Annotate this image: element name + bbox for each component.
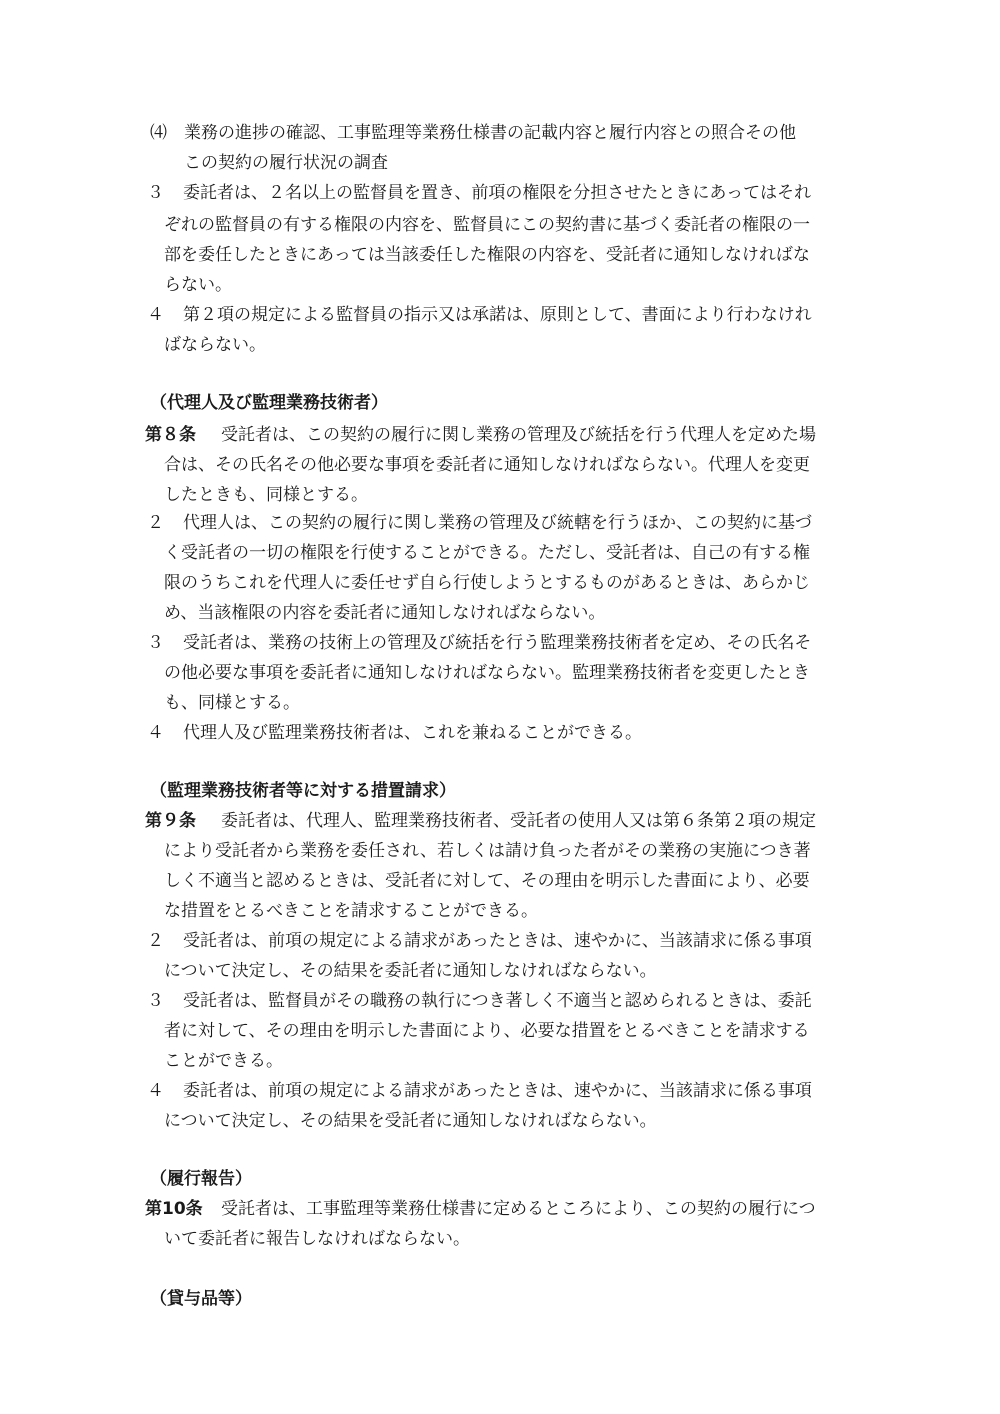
article-11-heading: （貸与品等） <box>150 1289 252 1309</box>
text-line: 受託者は、この契約の履行に関し業務の管理及び統括を行う代理人を定めた場 <box>221 425 816 445</box>
text-line: により受託者から業務を委任され、若しくは請け負った者がその業務の実施につき著 <box>164 841 811 861</box>
article-number: 第８条 <box>145 425 196 445</box>
text-line: 委託者は、代理人、監理業務技術者、受託者の使用人又は第６条第２項の規定 <box>221 811 816 831</box>
item-number: ⑷ <box>150 123 167 143</box>
text-line: 受託者は、業務の技術上の管理及び統括を行う監理業務技術者を定め、その氏名そ <box>183 633 812 653</box>
text-line: 部を委任したときにあっては当該委任した権限の内容を、受託者に通知しなければな <box>164 245 810 265</box>
paragraph-number: ２ <box>147 513 164 533</box>
text-line: 委託者は、前項の規定による請求があったときは、速やかに、当該請求に係る事項 <box>183 1081 812 1101</box>
text-line: ばならない。 <box>164 335 266 355</box>
text-line: な措置をとるべきことを請求することができる。 <box>164 901 538 921</box>
text-line: 受託者は、工事監理等業務仕様書に定めるところにより、この契約の履行につ <box>221 1199 816 1219</box>
text-line: 業務の進捗の確認、工事監理等業務仕様書の記載内容と履行内容との照合その他 <box>184 123 796 143</box>
text-line: 受託者は、監督員がその職務の執行につき著しく不適当と認められるときは、委託 <box>183 991 812 1011</box>
paragraph-number: ４ <box>147 305 164 325</box>
article-10-heading: （履行報告） <box>150 1169 252 1189</box>
article-8-heading: （代理人及び監理業務技術者） <box>150 393 388 413</box>
text-line: この契約の履行状況の調査 <box>184 153 388 173</box>
text-line: ぞれの監督員の有する権限の内容を、監督員にこの契約書に基づく委託者の権限の一 <box>164 215 810 235</box>
text-line: 第２項の規定による監督員の指示又は承諾は、原則として、書面により行わなけれ <box>183 305 812 325</box>
paragraph-number: ３ <box>147 183 164 203</box>
article-9-heading: （監理業務技術者等に対する措置請求） <box>150 781 456 801</box>
text-line: いて委託者に報告しなければならない。 <box>164 1229 470 1249</box>
text-line: 受託者は、前項の規定による請求があったときは、速やかに、当該請求に係る事項 <box>183 931 812 951</box>
text-line: 委託者は、２名以上の監督員を置き、前項の権限を分担させたときにあってはそれ <box>183 183 812 203</box>
paragraph-number: ３ <box>147 991 164 1011</box>
text-line: したときも、同様とする。 <box>164 485 368 505</box>
text-line: ことができる。 <box>164 1051 283 1071</box>
text-line: も、同様とする。 <box>164 693 300 713</box>
text-line: 代理人は、この契約の履行に関し業務の管理及び統轄を行うほか、この契約に基づ <box>183 513 812 533</box>
article-number: 第10条 <box>145 1199 203 1219</box>
text-line: について決定し、その結果を委託者に通知しなければならない。 <box>164 961 657 981</box>
text-line: しく不適当と認めるときは、受託者に対して、その理由を明示した書面により、必要 <box>164 871 810 891</box>
paragraph-number: ４ <box>147 723 164 743</box>
article-number: 第９条 <box>145 811 196 831</box>
text-line: 限のうちこれを代理人に委任せず自ら行使しようとするものがあるときは、あらかじ <box>164 573 810 593</box>
text-line: く受託者の一切の権限を行使することができる。ただし、受託者は、自己の有する権 <box>164 543 810 563</box>
text-line: らない。 <box>164 275 232 295</box>
paragraph-number: ４ <box>147 1081 164 1101</box>
text-line: 代理人及び監理業務技術者は、これを兼ねることができる。 <box>183 723 642 743</box>
text-line: 合は、その氏名その他必要な事項を委託者に通知しなければならない。代理人を変更 <box>164 455 810 475</box>
text-line: について決定し、その結果を受託者に通知しなければならない。 <box>164 1111 657 1131</box>
text-line: め、当該権限の内容を委託者に通知しなければならない。 <box>164 603 606 623</box>
paragraph-number: ３ <box>147 633 164 653</box>
paragraph-number: ２ <box>147 931 164 951</box>
text-line: の他必要な事項を委託者に通知しなければならない。監理業務技術者を変更したとき <box>164 663 810 683</box>
text-line: 者に対して、その理由を明示した書面により、必要な措置をとるべきことを請求する <box>164 1021 810 1041</box>
